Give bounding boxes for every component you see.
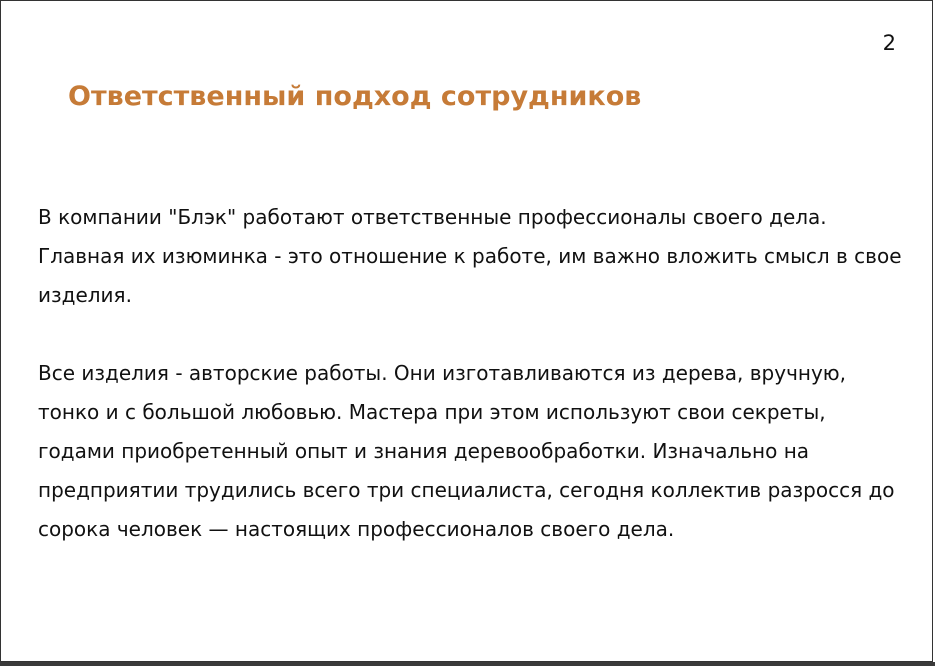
bottom-edge-strip: [0, 662, 935, 666]
slide-title: Ответственный подход сотрудников: [68, 81, 642, 112]
paragraph-intro: В компании "Блэк" работают ответственные профессионалы своего дела. Главная их изюминка - это отношение к работе, им важно вложить смысл в свое изделия.: [38, 205, 902, 307]
slide-body: [38, 198, 908, 588]
page-number: 2: [882, 31, 896, 55]
paragraph-products: Все изделия - авторские работы. Они изготавливаются из дерева, вручную, тонко и с большой любовью. Мастера при этом используют свои секреты, годами приобретенный опыт и знания деревообработки. Изначально на предприятии трудились всего три специалиста, сегодня коллектив разросся до сорока человек — настоящих профессионалов своего дела.: [38, 361, 895, 541]
